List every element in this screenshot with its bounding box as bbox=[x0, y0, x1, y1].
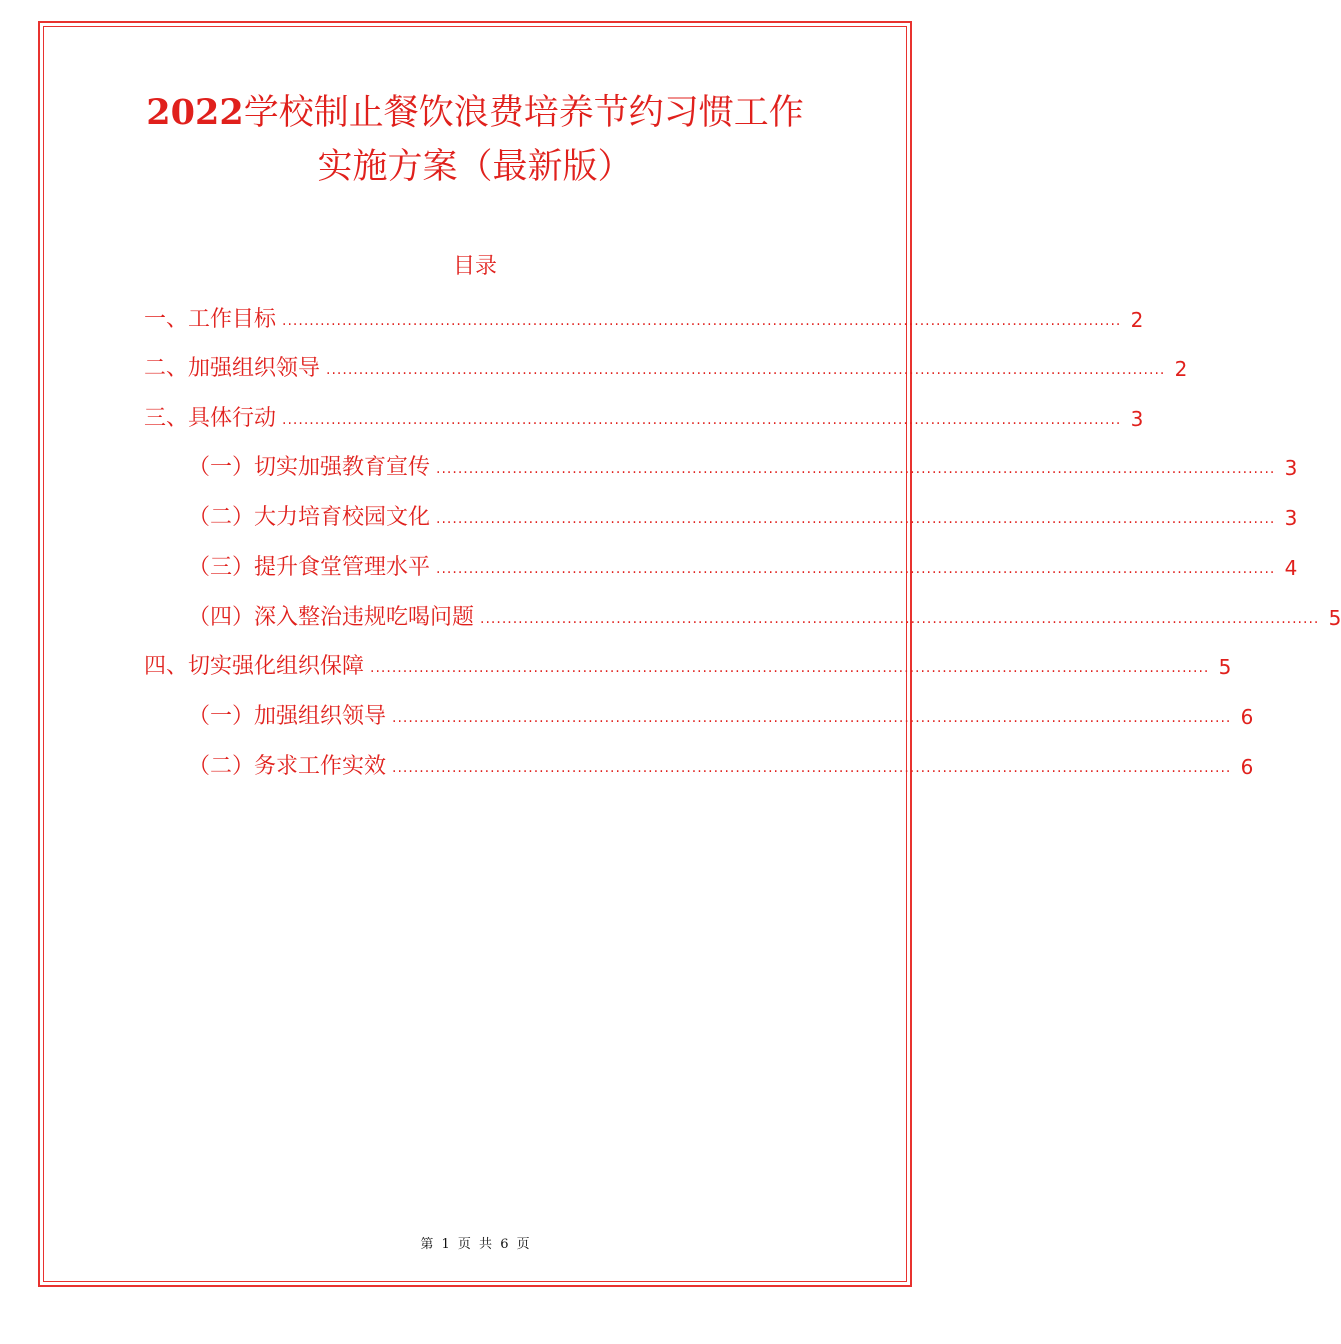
toc-leader-dots: .......................................................................................................................................................... bbox=[436, 461, 1276, 477]
page-footer: 第 1 页 共 6 页 bbox=[420, 1237, 530, 1252]
toc-entry-page: 5 bbox=[1218, 655, 1232, 679]
toc-entry-label: 二、加强组织领导 bbox=[144, 356, 321, 381]
toc-leader-dots: .......................................................................................................................................................... bbox=[392, 710, 1232, 726]
toc-entry-label: （二）务求工作实效 bbox=[188, 754, 387, 779]
toc-entry-label: （三）提升食堂管理水平 bbox=[188, 555, 431, 580]
toc-entry-label: （四）深入整治违规吃喝问题 bbox=[188, 605, 475, 630]
toc-heading: 目录 bbox=[452, 254, 497, 279]
toc-entry-page: 2 bbox=[1174, 357, 1188, 381]
toc-entry-page: 2 bbox=[1130, 308, 1144, 332]
toc-leader-dots: .......................................................................................................................................................... bbox=[436, 561, 1276, 577]
toc-entry-page: 3 bbox=[1130, 407, 1144, 431]
toc-entry-label: 一、工作目标 bbox=[144, 307, 277, 332]
page-border-inner bbox=[43, 26, 907, 1282]
toc-entry-label: 三、具体行动 bbox=[144, 406, 277, 431]
toc-leader-dots: .......................................................................................................................................................... bbox=[282, 313, 1122, 329]
toc-entry-label: （一）切实加强教育宣传 bbox=[188, 455, 431, 480]
toc-leader-dots: .......................................................................................................................................................... bbox=[370, 660, 1210, 676]
toc-entry-page: 5 bbox=[1328, 606, 1341, 630]
toc-leader-dots: .......................................................................................................................................................... bbox=[480, 611, 1320, 627]
toc-entry-page: 3 bbox=[1284, 456, 1298, 480]
toc-leader-dots: .......................................................................................................................................................... bbox=[282, 412, 1122, 428]
toc-entry-page: 6 bbox=[1240, 755, 1254, 779]
document-title-line-1 bbox=[0, 86, 950, 140]
toc-entry-page: 3 bbox=[1284, 506, 1298, 530]
title-year: 2022 bbox=[146, 92, 244, 133]
toc-entry-page: 4 bbox=[1284, 556, 1298, 580]
toc-entry-label: 四、切实强化组织保障 bbox=[144, 654, 365, 679]
title-line-1-text: 学校制止餐饮浪费培养节约习惯工作 bbox=[243, 93, 804, 133]
toc-leader-dots: .......................................................................................................................................................... bbox=[436, 511, 1276, 527]
toc-entry-label: （一）加强组织领导 bbox=[188, 704, 387, 729]
document-title-line-2: 实施方案（最新版） bbox=[317, 147, 633, 187]
toc-leader-dots: .......................................................................................................................................................... bbox=[392, 760, 1232, 776]
toc-entry-label: （二）大力培育校园文化 bbox=[188, 505, 431, 530]
toc-leader-dots: .......................................................................................................................................................... bbox=[326, 362, 1166, 378]
toc-entry-page: 6 bbox=[1240, 705, 1254, 729]
